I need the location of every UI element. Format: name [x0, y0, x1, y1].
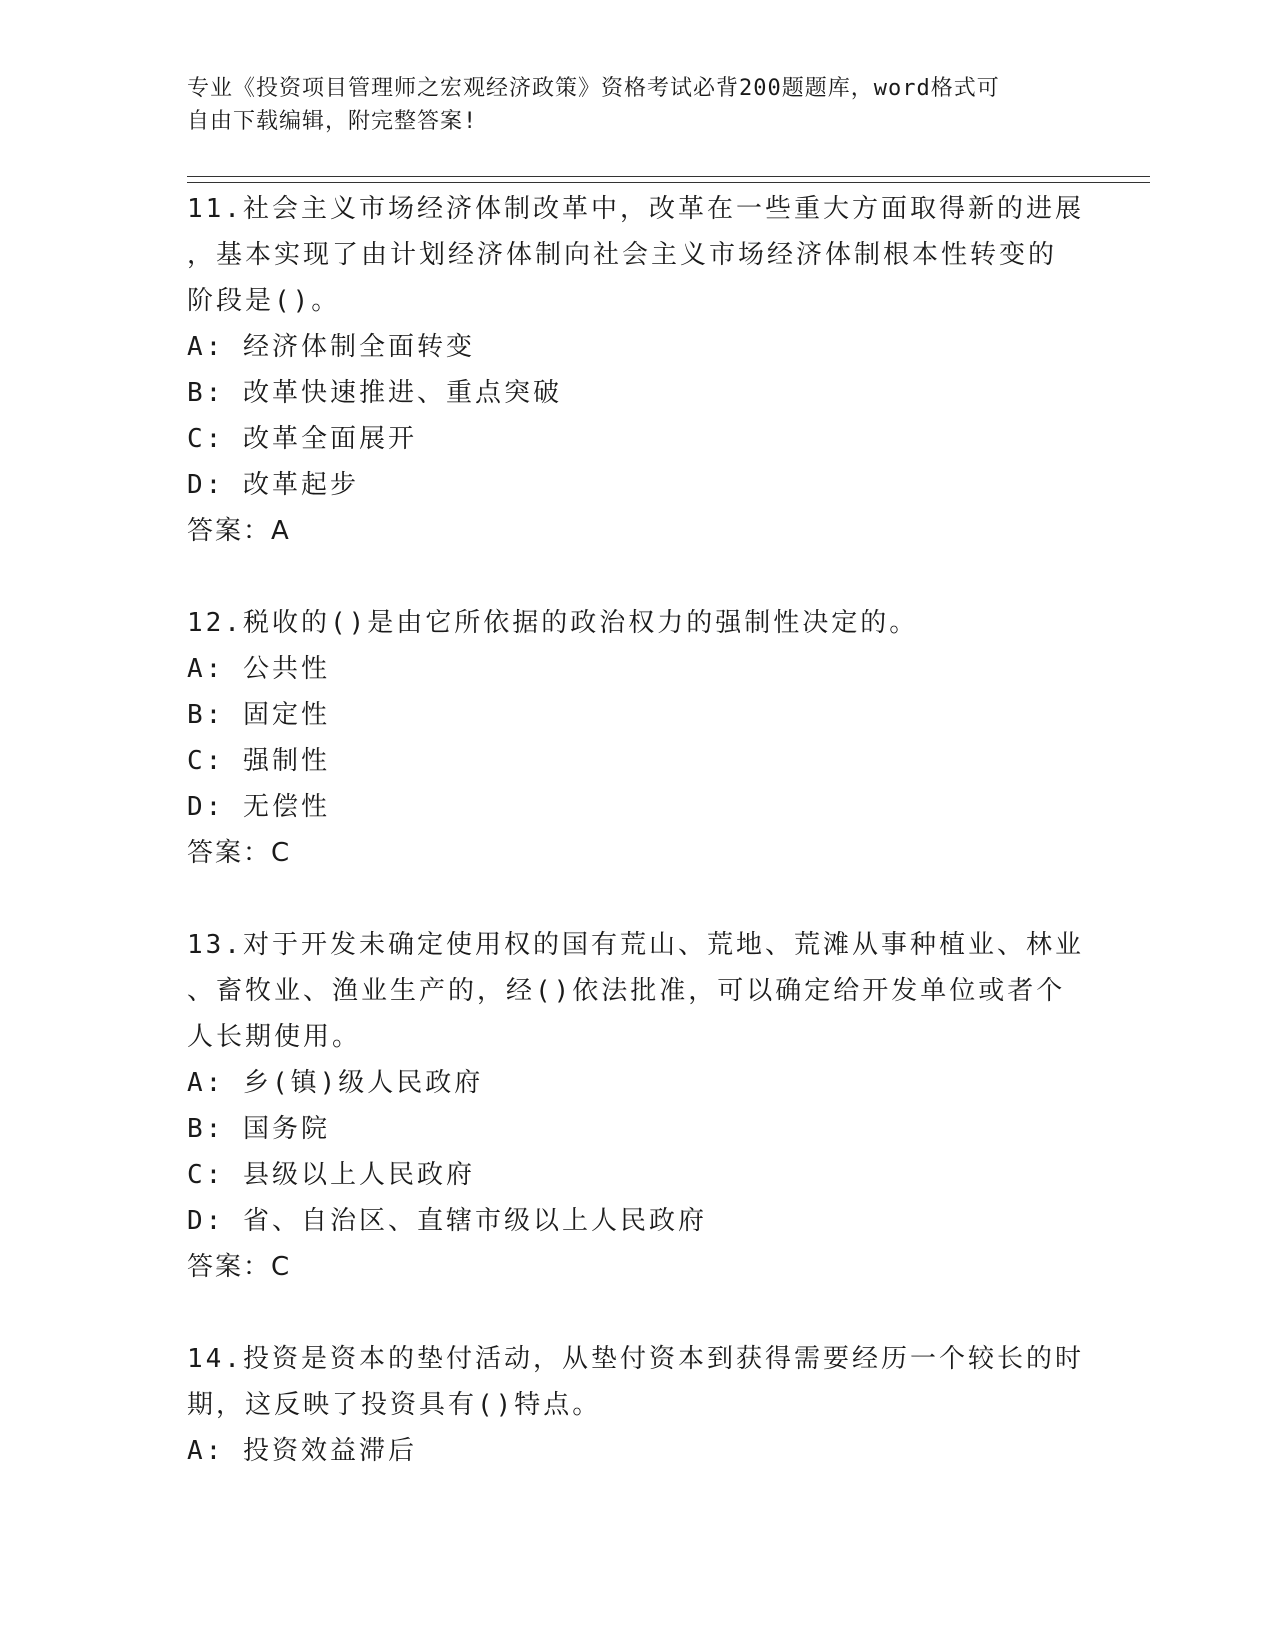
question-list [187, 186, 1087, 1474]
option-b: B: 固定性 [187, 700, 330, 730]
question-11 [187, 186, 1087, 554]
header-divider-top [187, 176, 1150, 177]
answer: 答案：C [187, 838, 292, 868]
question-text: 11.社会主义市场经济体制改革中，改革在一些重大方面取得新的进展 [187, 194, 1084, 224]
option-a: A: 经济体制全面转变 [187, 332, 475, 362]
option-d: D: 改革起步 [187, 470, 359, 500]
option-d: D: 省、自治区、直辖市级以上人民政府 [187, 1206, 707, 1236]
question-text: 14.投资是资本的垫付活动，从垫付资本到获得需要经历一个较长的时 [187, 1344, 1084, 1374]
question-text: 12.税收的()是由它所依据的政治权力的强制性决定的。 [187, 608, 919, 638]
option-b: B: 改革快速推进、重点突破 [187, 378, 562, 408]
header-line-1: 专业《投资项目管理师之宏观经济政策》资格考试必背200题题库，word格式可 [187, 76, 1000, 101]
question-text: 13.对于开发未确定使用权的国有荒山、荒地、荒滩从事种植业、林业 [187, 930, 1084, 960]
question-text: ，基本实现了由计划经济体制向社会主义市场经济体制根本性转变的 [187, 240, 1058, 270]
question-12 [187, 600, 1087, 876]
question-14 [187, 1336, 1087, 1474]
question-text: 、畜牧业、渔业生产的，经()依法批准，可以确定给开发单位或者个 [187, 976, 1066, 1006]
option-d: D: 无偿性 [187, 792, 330, 822]
option-c: C: 强制性 [187, 746, 330, 776]
option-b: B: 国务院 [187, 1114, 330, 1144]
option-c: C: 改革全面展开 [187, 424, 417, 454]
option-a: A: 乡(镇)级人民政府 [187, 1068, 484, 1098]
question-13 [187, 922, 1087, 1290]
document-header [187, 72, 1067, 138]
answer: 答案：C [187, 1252, 292, 1282]
option-a: A: 投资效益滞后 [187, 1436, 417, 1466]
option-c: C: 县级以上人民政府 [187, 1160, 475, 1190]
question-text: 期，这反映了投资具有()特点。 [187, 1390, 602, 1420]
header-line-2: 自由下载编辑，附完整答案! [187, 109, 478, 134]
question-text: 阶段是()。 [187, 286, 341, 316]
question-text: 人长期使用。 [187, 1022, 362, 1052]
option-a: A: 公共性 [187, 654, 330, 684]
answer: 答案：A [187, 516, 291, 546]
header-divider-bottom [187, 182, 1150, 183]
